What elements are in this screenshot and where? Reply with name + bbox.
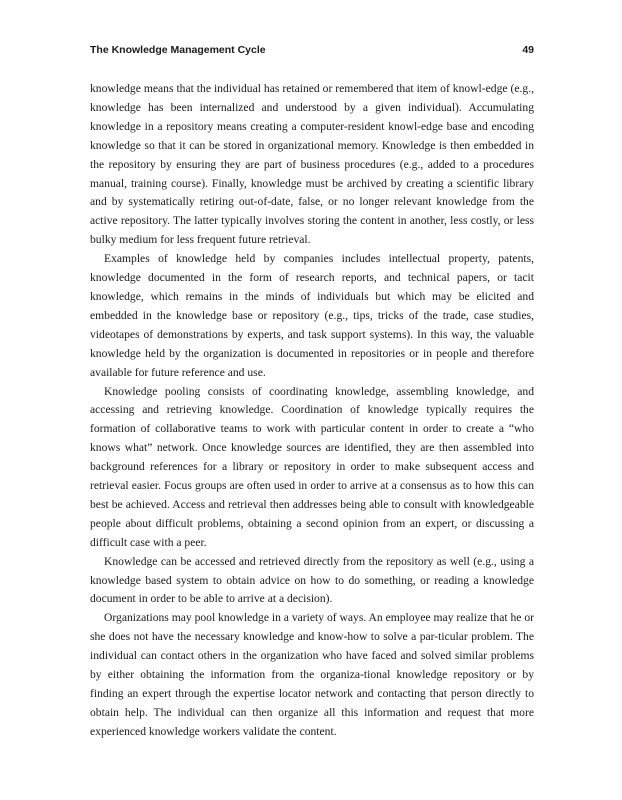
paragraph-5: Organizations may pool knowledge in a variety of ways. An employee may realize that he or she does not have the necessary knowledge and know-how to solve a par-ticular problem. The individual can contact others in the organization who have faced and solved similar problems by either obtaining the information from the organiza-tional knowledge repository or by finding an expert through the expertise locator network and contacting that person directly to obtain help. The individual can then organize all this information and request that more experienced knowledge workers validate the content. [90, 611, 534, 738]
paragraph-2: Examples of knowledge held by companies includes intellectual property, patents, knowledge documented in the form of research reports, and technical papers, or tacit knowledge, which remains in the minds of individuals but which may be elicited and embedded in the knowledge base or repository (e.g., tips, tricks of the trade, case studies, videotapes of demonstrations by experts, and task support systems). In this way, the valuable knowledge held by the organization is documented in repositories or in people and therefore available for future reference and use. [90, 252, 534, 379]
body-text [90, 80, 534, 742]
page-number: 49 [522, 44, 534, 56]
running-header-title: The Knowledge Management Cycle [90, 44, 266, 56]
running-header [90, 40, 534, 60]
paragraph-4: Knowledge can be accessed and retrieved directly from the repository as well (e.g., using a knowledge based system to obtain advice on how to do something, or reading a knowledge document in order to be able to arrive at a decision). [90, 554, 534, 606]
paragraph-3: Knowledge pooling consists of coordinating knowledge, assembling knowledge, and accessing and retrieving knowledge. Coordination of knowledge typically requires the formation of collaborative teams to work with particular content in order to create a “who knows what” network. Once knowledge sources are identified, they are then assembled into background references for a library or repository in order to make subsequent access and retrieval easier. Focus groups are often used in order to arrive at a consensus as to how this can best be achieved. Access and retrieval then addresses being able to consult with knowledgeable people about difficult problems, obtaining a second opinion from an expert, or discussing a difficult case with a peer. [90, 384, 534, 549]
paragraph-1: knowledge means that the individual has retained or remembered that item of knowl-edge (e.g., knowledge has been internalized and understood by a given individual). Accumulating knowledge in a repository means creating a computer-resident knowl-edge base and encoding knowledge so that it can be stored in organizational memory. Knowledge is then embedded in the repository by ensuring they are part of business procedures (e.g., added to a procedures manual, training course). Finally, knowledge must be archived by creating a scientific library and by systematically retiring out-of-date, false, or no longer relevant knowledge from the active repository. The latter typically involves storing the content in another, less costly, or less bulky medium for less frequent future retrieval. [90, 82, 534, 247]
